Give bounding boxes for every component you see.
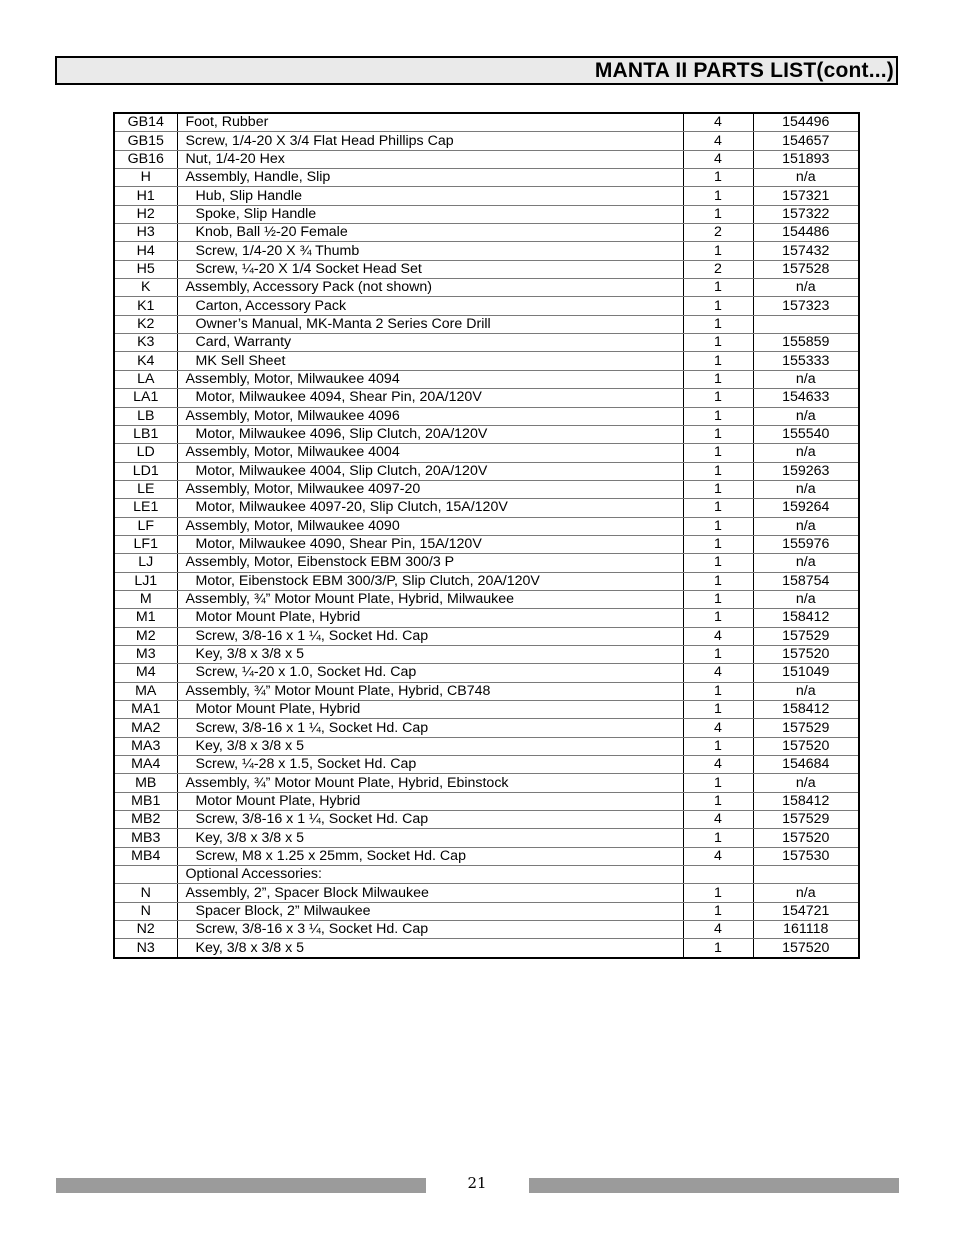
part-number-cell: 158412 [753,701,859,719]
part-description-cell: Owner’s Manual, MK-Manta 2 Series Core Drill [177,315,683,333]
part-code-cell: MA [114,682,177,700]
part-description-cell: Motor Mount Plate, Hybrid [177,792,683,810]
part-code-cell: LA [114,370,177,388]
part-number-cell: n/a [753,370,859,388]
table-row [114,719,859,737]
part-code-cell: LA1 [114,389,177,407]
part-number-cell: 157529 [753,719,859,737]
table-row [114,829,859,847]
part-description-cell: Assembly, ¾” Motor Mount Plate, Hybrid, Milwaukee [177,590,683,608]
part-description-cell: Nut, 1/4-20 Hex [177,150,683,168]
part-code-cell: K1 [114,297,177,315]
part-number-cell: 159263 [753,462,859,480]
table-row [114,774,859,792]
table-row [114,517,859,535]
part-code-cell: MA4 [114,756,177,774]
part-quantity-cell: 1 [683,829,753,847]
part-code-cell [114,866,177,884]
part-quantity-cell: 1 [683,737,753,755]
part-code-cell: MB2 [114,811,177,829]
part-description-cell: Screw, 3/8-16 x 1 ¼, Socket Hd. Cap [177,627,683,645]
part-number-cell: 158412 [753,792,859,810]
part-number-cell: 154684 [753,756,859,774]
part-quantity-cell: 1 [683,499,753,517]
part-description-cell: Screw, M8 x 1.25 x 25mm, Socket Hd. Cap [177,847,683,865]
part-quantity-cell: 1 [683,425,753,443]
part-number-cell: 157520 [753,939,859,958]
table-row [114,921,859,939]
table-row [114,132,859,150]
part-number-cell: n/a [753,554,859,572]
part-number-cell: 154721 [753,902,859,920]
part-description-cell: Foot, Rubber [177,113,683,132]
table-row [114,480,859,498]
part-code-cell: GB14 [114,113,177,132]
part-quantity-cell: 2 [683,260,753,278]
part-number-cell: 157520 [753,829,859,847]
part-quantity-cell: 4 [683,113,753,132]
part-quantity-cell [683,866,753,884]
part-quantity-cell: 1 [683,169,753,187]
table-row [114,847,859,865]
part-quantity-cell: 1 [683,407,753,425]
table-row [114,425,859,443]
table-row [114,389,859,407]
part-quantity-cell: 1 [683,462,753,480]
part-quantity-cell: 1 [683,902,753,920]
part-description-cell: Spoke, Slip Handle [177,205,683,223]
part-description-cell: Assembly, Handle, Slip [177,169,683,187]
part-number-cell: 154496 [753,113,859,132]
table-row [114,902,859,920]
part-code-cell: K4 [114,352,177,370]
part-description-cell: Screw, 3/8-16 x 1 ¼, Socket Hd. Cap [177,719,683,737]
table-row [114,884,859,902]
part-quantity-cell: 1 [683,352,753,370]
part-quantity-cell: 1 [683,609,753,627]
footer-bar-left [56,1178,426,1193]
part-code-cell: LE1 [114,499,177,517]
part-number-cell: n/a [753,590,859,608]
part-number-cell [753,866,859,884]
part-description-cell: Screw, 1/4-20 X ¾ Thumb [177,242,683,260]
table-row [114,866,859,884]
table-row [114,811,859,829]
part-description-cell: Assembly, Accessory Pack (not shown) [177,279,683,297]
part-code-cell: GB16 [114,150,177,168]
table-row [114,939,859,958]
part-code-cell: M2 [114,627,177,645]
part-description-cell: Card, Warranty [177,334,683,352]
part-quantity-cell: 1 [683,939,753,958]
table-row [114,315,859,333]
part-description-cell: Motor Mount Plate, Hybrid [177,701,683,719]
part-description-cell: Knob, Ball ½-20 Female [177,224,683,242]
part-number-cell: 157323 [753,297,859,315]
part-description-cell: Spacer Block, 2” Milwaukee [177,902,683,920]
part-code-cell: M4 [114,664,177,682]
part-description-cell: Key, 3/8 x 3/8 x 5 [177,939,683,958]
part-code-cell: MB [114,774,177,792]
table-row [114,224,859,242]
part-description-cell: Motor Mount Plate, Hybrid [177,609,683,627]
part-number-cell: 154633 [753,389,859,407]
part-description-cell: Motor, Milwaukee 4090, Shear Pin, 15A/120V [177,535,683,553]
part-quantity-cell: 1 [683,554,753,572]
part-description-cell: Key, 3/8 x 3/8 x 5 [177,737,683,755]
part-description-cell: Screw, 3/8-16 x 3 ¼, Socket Hd. Cap [177,921,683,939]
title-bar [55,56,898,85]
parts-table [113,112,860,959]
part-description-cell: Motor, Eibenstock EBM 300/3/P, Slip Clutch, 20A/120V [177,572,683,590]
part-quantity-cell: 1 [683,774,753,792]
table-row [114,627,859,645]
table-row [114,187,859,205]
part-code-cell: H2 [114,205,177,223]
part-number-cell: 157321 [753,187,859,205]
part-number-cell: n/a [753,517,859,535]
part-quantity-cell: 1 [683,187,753,205]
part-code-cell: MB3 [114,829,177,847]
part-code-cell: LD [114,444,177,462]
part-quantity-cell: 4 [683,150,753,168]
table-row [114,334,859,352]
part-number-cell: 155333 [753,352,859,370]
part-number-cell [753,315,859,333]
part-description-cell: Hub, Slip Handle [177,187,683,205]
part-description-cell: Assembly, ¾” Motor Mount Plate, Hybrid, CB748 [177,682,683,700]
part-number-cell: 159264 [753,499,859,517]
part-number-cell: n/a [753,407,859,425]
table-row [114,462,859,480]
part-quantity-cell: 1 [683,389,753,407]
part-description-cell: Screw, ¼-20 x 1.0, Socket Hd. Cap [177,664,683,682]
part-description-cell: Screw, 1/4-20 X 3/4 Flat Head Phillips Cap [177,132,683,150]
part-number-cell: n/a [753,774,859,792]
table-row [114,297,859,315]
part-quantity-cell: 1 [683,334,753,352]
part-quantity-cell: 4 [683,756,753,774]
table-row [114,792,859,810]
table-row [114,113,859,132]
part-description-cell: Motor, Milwaukee 4096, Slip Clutch, 20A/120V [177,425,683,443]
part-code-cell: H4 [114,242,177,260]
part-number-cell: n/a [753,279,859,297]
part-code-cell: MA3 [114,737,177,755]
part-description-cell: Assembly, Motor, Milwaukee 4094 [177,370,683,388]
table-row [114,701,859,719]
part-quantity-cell: 1 [683,370,753,388]
table-row [114,645,859,663]
part-code-cell: K2 [114,315,177,333]
part-quantity-cell: 4 [683,132,753,150]
table-row [114,352,859,370]
part-description-cell: Motor, Milwaukee 4097-20, Slip Clutch, 15A/120V [177,499,683,517]
part-description-cell: Assembly, Motor, Milwaukee 4096 [177,407,683,425]
part-number-cell: 155859 [753,334,859,352]
part-number-cell: 157520 [753,645,859,663]
part-quantity-cell: 1 [683,535,753,553]
table-row [114,444,859,462]
part-code-cell: LB [114,407,177,425]
part-quantity-cell: 1 [683,205,753,223]
table-row [114,169,859,187]
part-description-cell: Optional Accessories: [177,866,683,884]
table-row [114,260,859,278]
part-description-cell: Assembly, ¾” Motor Mount Plate, Hybrid, Ebinstock [177,774,683,792]
part-number-cell: n/a [753,884,859,902]
part-description-cell: Key, 3/8 x 3/8 x 5 [177,645,683,663]
table-row [114,682,859,700]
part-quantity-cell: 2 [683,224,753,242]
part-quantity-cell: 1 [683,682,753,700]
table-row [114,279,859,297]
part-number-cell: 161118 [753,921,859,939]
table-row [114,590,859,608]
part-code-cell: N2 [114,921,177,939]
table-row [114,499,859,517]
part-code-cell: H5 [114,260,177,278]
part-quantity-cell: 1 [683,792,753,810]
table-row [114,370,859,388]
part-number-cell: n/a [753,444,859,462]
footer-bar-right [529,1178,899,1193]
part-description-cell: Motor, Milwaukee 4004, Slip Clutch, 20A/120V [177,462,683,480]
part-number-cell: n/a [753,682,859,700]
part-code-cell: H1 [114,187,177,205]
part-description-cell: Assembly, Motor, Milwaukee 4004 [177,444,683,462]
table-row [114,242,859,260]
part-quantity-cell: 4 [683,921,753,939]
part-code-cell: MB1 [114,792,177,810]
part-quantity-cell: 1 [683,517,753,535]
part-quantity-cell: 1 [683,480,753,498]
part-description-cell: Assembly, Motor, Milwaukee 4090 [177,517,683,535]
part-number-cell: 157530 [753,847,859,865]
part-description-cell: Assembly, Motor, Milwaukee 4097-20 [177,480,683,498]
table-row [114,535,859,553]
part-code-cell: LF [114,517,177,535]
table-row [114,205,859,223]
part-code-cell: LJ [114,554,177,572]
part-description-cell: MK Sell Sheet [177,352,683,370]
part-number-cell: n/a [753,480,859,498]
table-row [114,756,859,774]
part-quantity-cell: 4 [683,719,753,737]
part-number-cell: 151049 [753,664,859,682]
part-description-cell: Carton, Accessory Pack [177,297,683,315]
part-quantity-cell: 4 [683,627,753,645]
part-description-cell: Assembly, 2”, Spacer Block Milwaukee [177,884,683,902]
part-code-cell: N [114,884,177,902]
part-quantity-cell: 1 [683,279,753,297]
table-row [114,407,859,425]
part-description-cell: Key, 3/8 x 3/8 x 5 [177,829,683,847]
part-number-cell: 155976 [753,535,859,553]
part-code-cell: LJ1 [114,572,177,590]
part-code-cell: GB15 [114,132,177,150]
part-code-cell: N3 [114,939,177,958]
part-quantity-cell: 1 [683,884,753,902]
table-row [114,737,859,755]
part-code-cell: M [114,590,177,608]
part-number-cell: 157322 [753,205,859,223]
part-code-cell: LD1 [114,462,177,480]
part-code-cell: H [114,169,177,187]
part-quantity-cell: 1 [683,444,753,462]
table-row [114,664,859,682]
part-quantity-cell: 4 [683,811,753,829]
part-description-cell: Motor, Milwaukee 4094, Shear Pin, 20A/120V [177,389,683,407]
part-quantity-cell: 1 [683,242,753,260]
part-code-cell: MB4 [114,847,177,865]
part-code-cell: MA2 [114,719,177,737]
part-quantity-cell: 4 [683,664,753,682]
table-row [114,572,859,590]
part-code-cell: LE [114,480,177,498]
part-code-cell: M1 [114,609,177,627]
part-quantity-cell: 4 [683,847,753,865]
part-code-cell: LF1 [114,535,177,553]
part-description-cell: Screw, ¼-20 X 1/4 Socket Head Set [177,260,683,278]
part-code-cell: MA1 [114,701,177,719]
page-number: 21 [467,1174,487,1192]
part-code-cell: H3 [114,224,177,242]
part-code-cell: K3 [114,334,177,352]
part-number-cell: 157529 [753,627,859,645]
part-quantity-cell: 1 [683,572,753,590]
part-number-cell: 155540 [753,425,859,443]
part-code-cell: K [114,279,177,297]
part-number-cell: 157529 [753,811,859,829]
page-title: MANTA II PARTS LIST(cont...) [594,59,894,82]
part-quantity-cell: 1 [683,315,753,333]
part-code-cell: N [114,902,177,920]
part-code-cell: LB1 [114,425,177,443]
table-row [114,609,859,627]
parts-table-body [114,113,859,958]
part-number-cell: n/a [753,169,859,187]
part-number-cell: 151893 [753,150,859,168]
part-number-cell: 154486 [753,224,859,242]
part-number-cell: 158754 [753,572,859,590]
table-row [114,554,859,572]
part-description-cell: Screw, ¼-28 x 1.5, Socket Hd. Cap [177,756,683,774]
table-row [114,150,859,168]
part-quantity-cell: 1 [683,701,753,719]
part-description-cell: Assembly, Motor, Eibenstock EBM 300/3 P [177,554,683,572]
part-number-cell: 157520 [753,737,859,755]
part-number-cell: 154657 [753,132,859,150]
part-quantity-cell: 1 [683,645,753,663]
part-number-cell: 158412 [753,609,859,627]
part-code-cell: M3 [114,645,177,663]
part-number-cell: 157432 [753,242,859,260]
part-description-cell: Screw, 3/8-16 x 1 ¼, Socket Hd. Cap [177,811,683,829]
part-number-cell: 157528 [753,260,859,278]
part-quantity-cell: 1 [683,297,753,315]
part-quantity-cell: 1 [683,590,753,608]
